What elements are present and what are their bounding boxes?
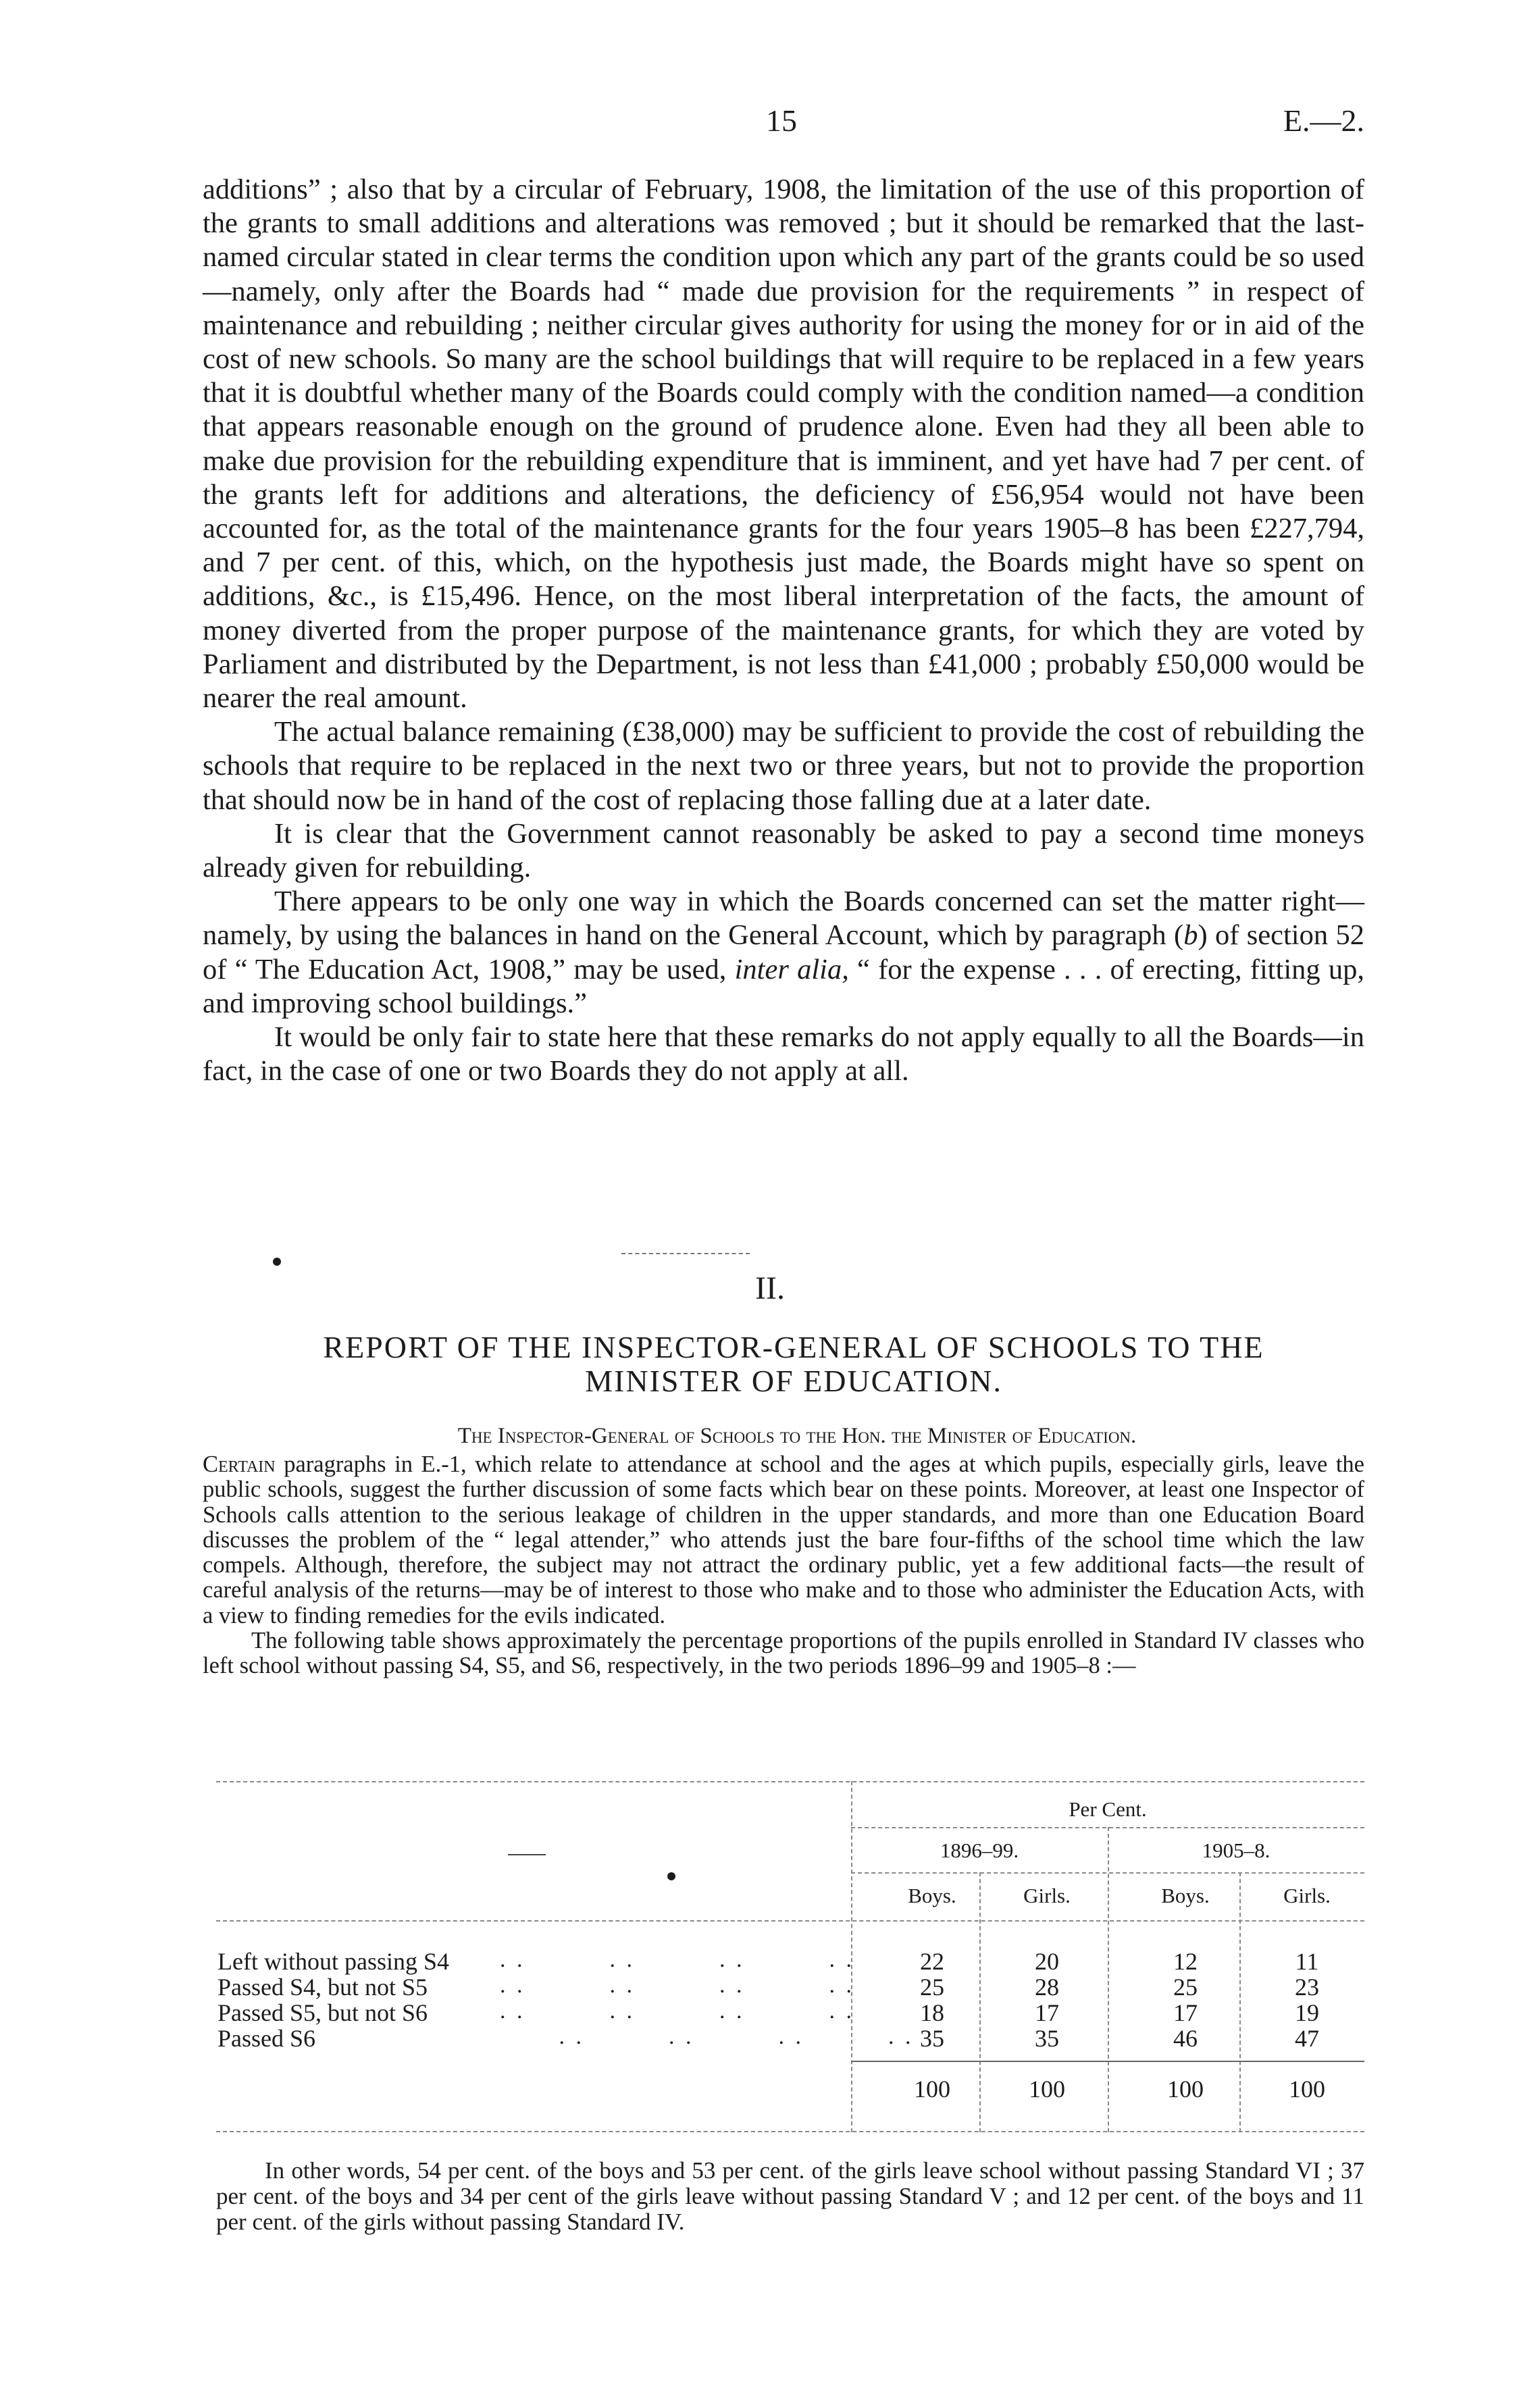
closing-paragraph: In other words, 54 per cent. of the boys and 53 per cent. of the girls leave school without passing Standard VI ; 37 per cent. of the boys and 34 per cent of the girls leave without passing Standard V ; and 12 per cent. of the boys and 11 per cent. of the girls without passing Standard IV. (216, 2157, 1364, 2235)
document-reference: E.—2. (1283, 103, 1364, 138)
stray-dot-mark (667, 1872, 675, 1880)
header-girls-1905-8: Girls. (1283, 1884, 1331, 1907)
report-paragraph-1: Certain paragraphs in E.-1, which relate to attendance at school and the ages at which pupils, especially girls, leave the public schools, suggest the further discussion of some facts which bear on these points. Moreover, at least one Inspector of Schools calls attention to the serious leakage of children in the upper standards, and more than one Education Board discusses the problem of the “ legal attender,” who attends just the bare four-fifths of the school time which the law compels. Although, therefore, the subject may not attract the ordinary public, yet a few additional facts—the result of careful analysis of the returns—may be of interest to those who make and to those who administer the Education Acts, with a view to finding remedies for the evils indicated. (203, 1451, 1364, 1628)
page-header (203, 103, 1364, 143)
report-body-text (203, 1452, 1364, 1679)
period-header-1905-8: 1905–8. (1202, 1838, 1270, 1862)
paragraph-balance: The actual balance remaining (£38,000) may be sufficient to provide the cost of rebuilding the schools that require to be replaced in the next two or three years, but not to provide the proportion that should now be in hand of the cost of replacing those falling due at a later date. (203, 716, 1364, 816)
main-body-text (203, 173, 1364, 1088)
report-title: REPORT OF THE INSPECTOR-GENERAL OF SCHOOLS TO THE MINISTER OF EDUCATION. (323, 1330, 1264, 1398)
page-number: 15 (766, 103, 797, 138)
section-divider (621, 1253, 750, 1254)
stub-dash-mark (508, 1854, 546, 1855)
report-salutation: The Inspector-General of Schools to the Hon. the Minister of Education. (457, 1424, 1137, 1448)
per-cent-header: Per Cent. (1069, 1797, 1147, 1821)
section-number: II. (755, 1270, 785, 1306)
paragraph-fairness: It would be only fair to state here that these remarks do not apply equally to all the Boards—in fact, in the case of one or two Boards they do not apply at all. (203, 1021, 1364, 1087)
leaving-percentages-table: Per Cent. 1896–99. 1905–8. Boys. Girls. Boys. Girls. Left without passing S4 . . . . . . . . 22 20 12 11 Passed S4, but not S5 . . . . . . . . 25 28 25 23 Passed S5, but not S6 . . . . . . . . 18 17 17 19 Passed S6 . . . . . . . . 35 35 46 47 100 100 100 100 (216, 1781, 1364, 2132)
period-header-1896-99: 1896–99. (940, 1838, 1019, 1862)
stray-mark (273, 1258, 281, 1266)
paragraph-government: It is clear that the Government cannot reasonably be asked to pay a second time moneys already given for rebuilding. (203, 817, 1364, 884)
header-boys-1896-99: Boys. (908, 1884, 956, 1907)
header-girls-1896-99: Girls. (1023, 1884, 1071, 1907)
report-paragraph-2: The following table shows approximately the percentage proportions of the pupils enrolled in Standard IV classes who left school without passing S4, S5, and S6, respectively, in the two periods 1896–99 and 1905–8 :— (203, 1628, 1364, 1679)
paragraph-remedy: There appears to be only one way in which the Boards concerned can set the matter right—namely, by using the balances in hand on the General Account, which by paragraph (b) of section 52 of “ The Education Act, 1908,” may be used, inter alia, “ for the expense . . . of erecting, fitting up, and improving school buildings.” (203, 885, 1365, 1019)
header-boys-1905-8: Boys. (1161, 1884, 1210, 1907)
paragraph-additions: additions” ; also that by a circular of February, 1908, the limitation of the use of this proportion of the grants to small additions and alterations was removed ; but it should be remarked that the last-named circular stated in clear terms the condition upon which any part of the grants could be so used—namely, only after the Boards had “ made due provision for the requirements ” in respect of maintenance and rebuilding ; neither circular gives authority for using the money for or in aid of the cost of new schools. So many are the school buildings that will require to be replaced in a few years that it is doubtful whether many of the Boards could comply with the condition named—a condition that appears reasonable enough on the ground of prudence alone. Even had they all been able to make due provision for the rebuilding expenditure that is imminent, and yet have had 7 per cent. of the grants left for additions and alterations, the deficiency of £56,954 would not have been accounted for, as the total of the maintenance grants for the four years 1905–8 has been £227,794, and 7 per cent. of this, which, on the hypothesis just made, the Boards might have so spent on additions, &c., is £15,496. Hence, on the most liberal interpretation of the facts, the amount of money diverted from the proper purpose of the maintenance grants, for which they are voted by Parliament and distributed by the Department, is not less than £41,000 ; probably £50,000 would be nearer the real amount. (203, 174, 1364, 715)
